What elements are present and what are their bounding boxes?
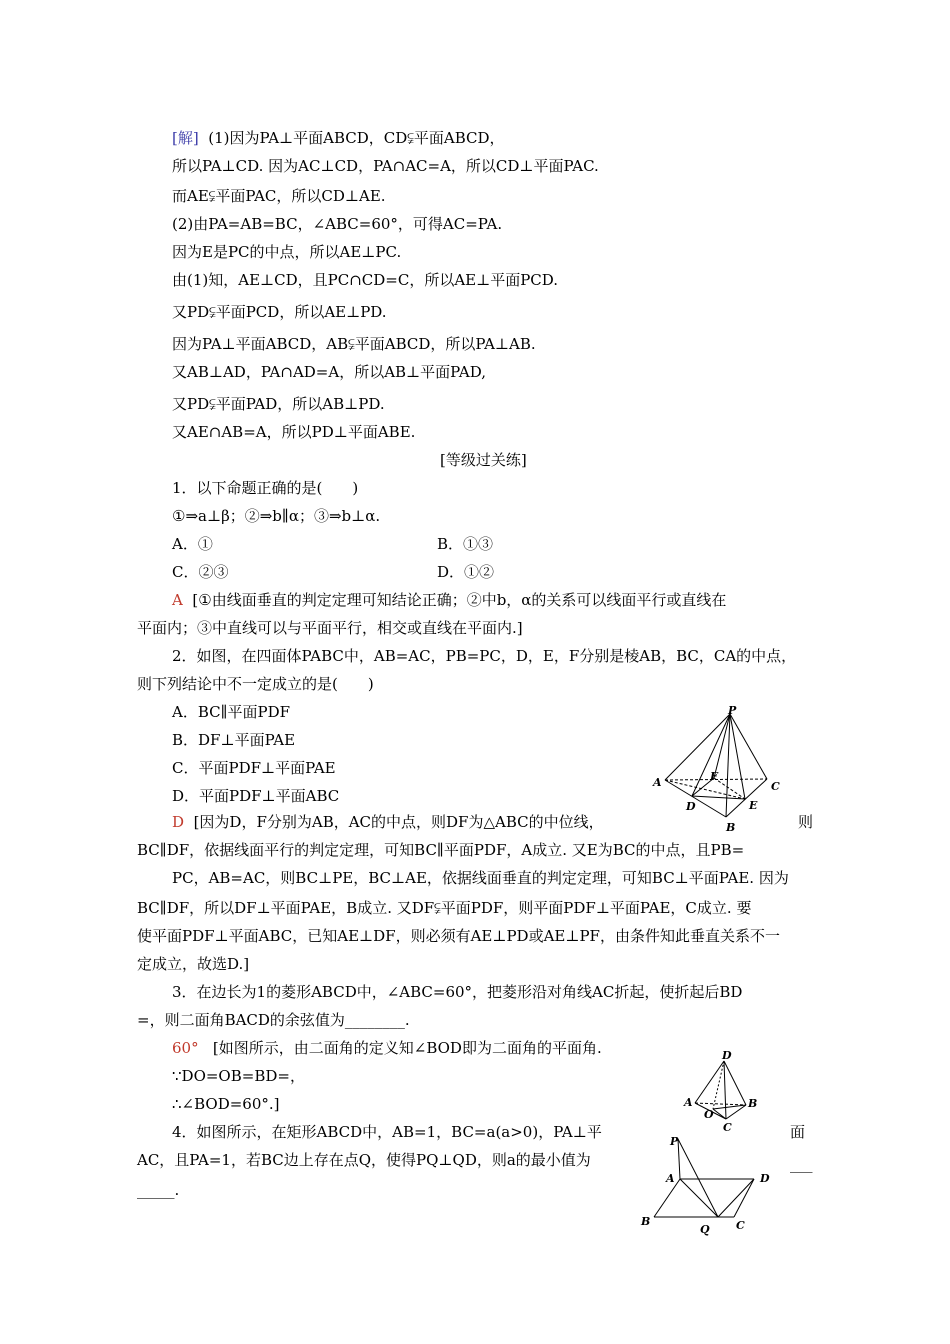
- fig4-label-d: D: [760, 1172, 770, 1185]
- rectangle-pq-figure: [636, 1129, 786, 1237]
- tetrahedron-figure: [648, 704, 788, 834]
- q3-explanation-line-3: ∴∠BOD=60°.]: [172, 1095, 280, 1113]
- fig4-label-a: A: [666, 1172, 675, 1185]
- solution-line-2: 所以PA⊥CD. 因为AC⊥CD，PA∩AC=A，所以CD⊥平面PAC.: [172, 157, 599, 175]
- q1-answer: A: [172, 591, 183, 609]
- q4-stem-1: 4．如图所示，在矩形ABCD中，AB=1，BC=a(a>0)，PA⊥平: [172, 1123, 602, 1141]
- fig3-label-d: D: [722, 1049, 732, 1062]
- q2-explanation-line-1: [172, 813, 604, 831]
- q2-option-b: B．DF⊥平面PAE: [172, 731, 296, 749]
- fig3-label-c: C: [723, 1121, 732, 1133]
- q2-explanation-tail: 则: [798, 813, 814, 831]
- solution-line-9: 又AB⊥AD，PA∩AD=A，所以AB⊥平面PAD,: [172, 363, 486, 381]
- q1-option-d: D．①②: [437, 563, 495, 581]
- fig4-label-q: Q: [700, 1223, 710, 1236]
- solution-line-7: 又PD⫋平面PCD，所以AE⊥PD.: [172, 303, 387, 321]
- solution-line-6: 由(1)知，AE⊥CD，且PC∩CD=C，所以AE⊥平面PCD.: [172, 271, 559, 289]
- solution-line-4: (2)由PA=AB=BC，∠ABC=60°，可得AC=PA.: [172, 215, 503, 233]
- folded-rhombus-figure: [680, 1049, 760, 1133]
- fig2-label-e: E: [749, 799, 758, 812]
- q4-stem-3: _____.: [137, 1181, 180, 1199]
- q1-exp-text: [①由线面垂直的判定定理可知结论正确；②中b，α的关系可以线面平行或直线在: [192, 591, 727, 609]
- fig4-label-b: B: [641, 1215, 651, 1228]
- q1-option-c: C．②③: [172, 563, 229, 581]
- solution-line-3: 而AE⫋平面PAC，所以CD⊥AE.: [172, 187, 386, 205]
- q2-option-d: D．平面PDF⊥平面ABC: [172, 787, 340, 805]
- q1-option-a: A．①: [172, 535, 213, 553]
- q4-stem-1-tail: 面: [790, 1123, 806, 1141]
- q3-stem-2: =，则二面角BACD的余弦值为________.: [137, 1011, 410, 1029]
- section-title: [等级过关练]: [440, 451, 527, 469]
- q2-explanation-line-6: 定成立，故选D.]: [137, 955, 250, 973]
- q2-explanation-line-5: 使平面PDF⊥平面ABC，已知AE⊥DF，则必须有AE⊥PD或AE⊥PF，由条件知此垂直关系不一: [137, 927, 780, 945]
- q1-items: ①⇒a⊥β；②⇒b∥α；③⇒b⊥α.: [172, 507, 381, 525]
- q2-answer: D: [172, 813, 185, 831]
- q2-option-a: A．BC∥平面PDF: [172, 703, 291, 721]
- solution-tag: [解]: [172, 129, 199, 147]
- fig4-label-p: P: [670, 1135, 679, 1148]
- fig2-label-a: A: [653, 776, 662, 789]
- q3-explanation-line-1: [172, 1039, 602, 1057]
- fig2-label-p: P: [728, 704, 737, 717]
- q3-explanation-line-2: ∵DO=OB=BD=，: [172, 1067, 305, 1085]
- fig2-label-f: F: [710, 770, 718, 783]
- q1-explanation-line-1: [172, 591, 726, 609]
- q3-stem-1: 3．在边长为1的菱形ABCD中，∠ABC=60°，把菱形沿对角线AC折起，使折起后BD: [172, 983, 743, 1001]
- q1-stem: 1．以下命题正确的是( ): [172, 479, 359, 497]
- solution-line-1: [172, 129, 505, 147]
- solution-line-10: 又PD⫋平面PAD，所以AB⊥PD.: [172, 395, 385, 413]
- q4-stem-2: AC，且PA=1，若BC边上存在点Q，使得PQ⊥QD，则a的最小值为: [137, 1151, 591, 1169]
- q3-answer: 60°: [172, 1039, 199, 1057]
- q2-explanation-line-2: BC∥DF，依据线面平行的判定定理，可知BC∥平面PDF，A成立. 又E为BC的中点，且PB=: [137, 841, 745, 859]
- fig2-label-d: D: [686, 800, 696, 813]
- solution-text: (1)因为PA⊥平面ABCD，CD⫋平面ABCD，: [208, 129, 505, 147]
- q1-explanation-line-2: 平面内；③中直线可以与平面平行，相交或直线在平面内.]: [137, 619, 523, 637]
- fig2-label-c: C: [771, 780, 780, 793]
- q4-stem-2-tail: ___: [790, 1155, 813, 1173]
- q2-stem-2: 则下列结论中不一定成立的是( ): [137, 675, 374, 693]
- fig3-label-a: A: [684, 1096, 693, 1109]
- fig3-label-o: O: [704, 1108, 714, 1121]
- solution-line-11: 又AE∩AB=A，所以PD⊥平面ABE.: [172, 423, 416, 441]
- q2-stem-1: 2．如图，在四面体PABC中，AB=AC，PB=PC，D，E，F分别是棱AB，BC，CA的中点，: [172, 647, 797, 665]
- q3-exp-text: [如图所示，由二面角的定义知∠BOD即为二面角的平面角.: [212, 1039, 602, 1057]
- solution-line-5: 因为E是PC的中点，所以AE⊥PC.: [172, 243, 402, 261]
- q1-option-b: B．①③: [437, 535, 494, 553]
- q2-explanation-line-4: BC∥DF，所以DF⊥平面PAE，B成立. 又DF⫋平面PDF，则平面PDF⊥平面PAE，C成立. 要: [137, 899, 752, 917]
- fig4-label-c: C: [736, 1219, 745, 1232]
- q2-explanation-line-3: PC，AB=AC，则BC⊥PE，BC⊥AE，依据线面垂直的判定定理，可知BC⊥平面PAE. 因为: [172, 869, 789, 887]
- solution-line-8: 因为PA⊥平面ABCD，AB⫋平面ABCD，所以PA⊥AB.: [172, 335, 536, 353]
- q2-option-c: C．平面PDF⊥平面PAE: [172, 759, 336, 777]
- fig2-label-b: B: [726, 821, 736, 834]
- fig3-label-b: B: [748, 1097, 758, 1110]
- q2-exp-text: [因为D，F分别为AB，AC的中点，则DF为△ABC的中位线，: [193, 813, 604, 831]
